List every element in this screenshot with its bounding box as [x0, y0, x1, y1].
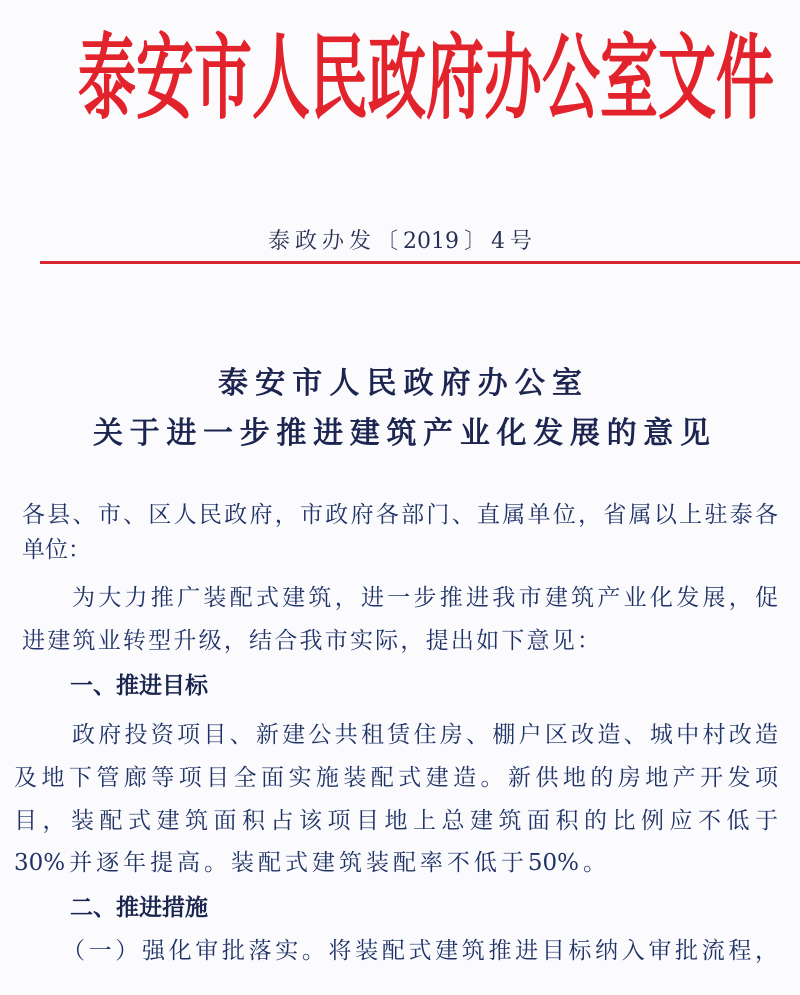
- section-1-heading: 一、推进目标: [70, 673, 208, 699]
- document-number: 泰政办发〔2019〕4号: [268, 229, 532, 254]
- addressee-line-1: 各县、市、区人民政府，市政府各部门、直属单位，省属以上驻泰各: [22, 502, 778, 528]
- section-1-line-3: 目，装配式建筑面积占该项目地上总建筑面积的比例应不低于: [14, 808, 778, 834]
- intro-line-2: 进建筑业转型升级，结合我市实际，提出如下意见：: [22, 628, 600, 654]
- issuer-header: 泰安市人民政府办公室文件: [78, 23, 775, 133]
- intro-line-1: 为大力推广装配式建筑，进一步推进我市建筑产业化发展，促: [72, 585, 778, 611]
- title-line-2: 关于进一步推进建筑产业化发展的意见: [93, 416, 710, 451]
- section-1-line-1: 政府投资项目、新建公共租赁住房、棚户区改造、城中村改造: [72, 722, 778, 748]
- addressee-line-2: 单位：: [22, 537, 91, 563]
- title-line-1: 泰安市人民政府办公室: [218, 366, 582, 401]
- section-1-line-2: 及地下管廊等项目全面实施装配式建造。新供地的房地产开发项: [14, 765, 778, 791]
- section-2-item-1: （一）强化审批落实。将装配式建筑推进目标纳入审批流程，: [62, 938, 778, 964]
- section-1-line-4: 30%并逐年提高。装配式建筑装配率不低于50%。: [14, 850, 606, 876]
- section-2-heading: 二、推进措施: [70, 895, 208, 921]
- red-divider: [40, 261, 800, 264]
